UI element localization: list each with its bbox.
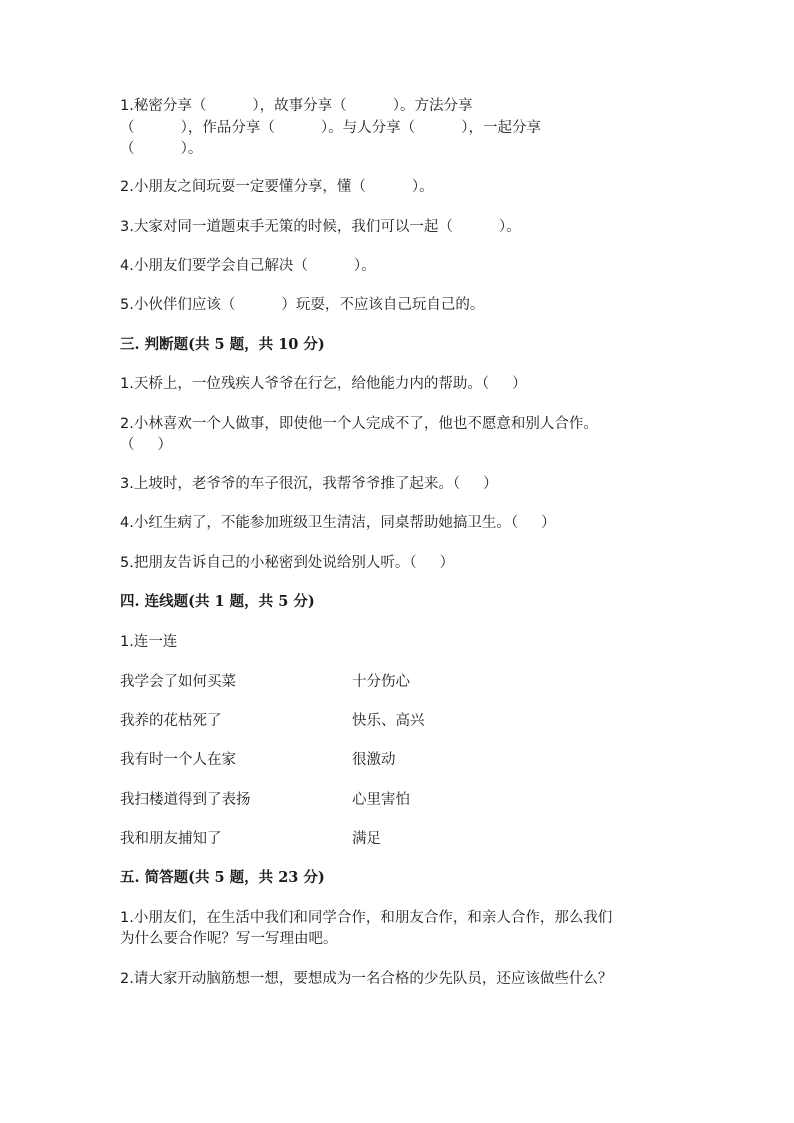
judge-q1: 1.天桥上，一位残疾人爷爷在行乞，给他能力内的帮助。（ ） (120, 376, 527, 392)
fill-q4: 4.小朋友们要学会自己解决（ ）。 (120, 258, 376, 274)
short-q2: 2.请大家开动脑筋想一想，要想成为一名合格的少先队员，还应该做些什么？ (120, 971, 613, 987)
match-right-item: 心里害怕 (352, 792, 410, 808)
short-q1-line1: 1.小朋友们，在生活中我们和同学合作，和朋友合作，和亲人合作，那么我们 (120, 910, 613, 926)
match-left-item: 我养的花枯死了 (120, 713, 222, 729)
fill-q1-line3: （ ）。 (120, 141, 203, 157)
match-right-item: 快乐、高兴 (352, 713, 425, 729)
fill-q5: 5.小伙伴们应该（ ）玩耍，不应该自己玩自己的。 (120, 297, 485, 313)
judge-q2-line1: 2.小林喜欢一个人做事，即使他一个人完成不了，他也不愿意和别人合作。 (120, 416, 598, 432)
fill-q1-line1: 1.秘密分享（ ），故事分享（ ）。方法分享 (120, 98, 473, 114)
match-q1: 1.连一连 (120, 634, 178, 650)
match-left-item: 我和朋友捕知了 (120, 831, 222, 847)
match-left-item: 我有时一个人在家 (120, 752, 236, 768)
match-right-item: 满足 (352, 831, 381, 847)
judge-q2-line2: （ ） (120, 437, 173, 453)
section5-heading: 五. 简答题(共 5 题，共 23 分) (120, 869, 325, 886)
fill-q3: 3.大家对同一道题束手无策的时候，我们可以一起（ ）。 (120, 219, 521, 235)
section4-heading: 四. 连线题(共 1 题，共 5 分) (120, 593, 315, 610)
judge-q4: 4.小红生病了，不能参加班级卫生清洁，同桌帮助她搞卫生。（ ） (120, 515, 556, 531)
match-left-item: 我扫楼道得到了表扬 (120, 792, 251, 808)
fill-q1-line2: （ ），作品分享（ ）。与人分享（ ），一起分享 (120, 120, 542, 136)
fill-q2: 2.小朋友之间玩耍一定要懂分享，懂（ ）。 (120, 179, 434, 195)
judge-q3: 3.上坡时，老爷爷的车子很沉，我帮爷爷推了起来。（ ） (120, 476, 498, 492)
section3-heading: 三. 判断题(共 5 题，共 10 分) (120, 336, 325, 353)
match-right-item: 十分伤心 (352, 674, 410, 690)
judge-q5: 5.把朋友告诉自己的小秘密到处说给别人听。（ ） (120, 555, 455, 571)
short-q1-line2: 为什么要合作呢？写一写理由吧。 (120, 931, 338, 947)
match-right-item: 很激动 (352, 752, 396, 768)
match-left-item: 我学会了如何买菜 (120, 674, 236, 690)
